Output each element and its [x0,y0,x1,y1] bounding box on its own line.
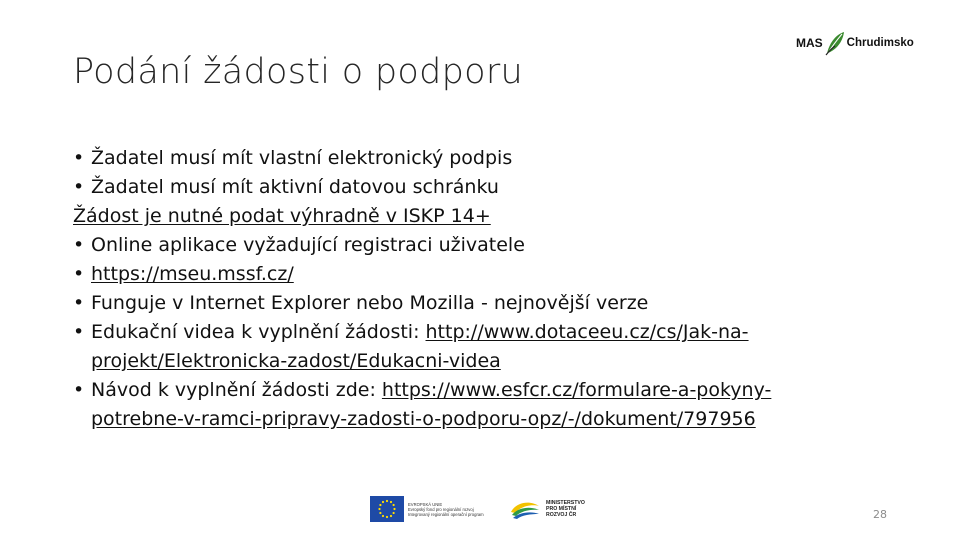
list-item-continuation [73,347,893,376]
esfcr-link-continued[interactable]: potrebne-v-ramci-pripravy-zadosti-o-podporu-opz/-/dokument/797956 [91,408,756,430]
list-item [73,318,893,347]
list-item [73,289,893,318]
mas-chrudimsko-logo [796,28,914,58]
list-item [73,376,893,405]
bullet-text: Návod k vyplnění žádosti zde: [91,379,382,401]
bullet-text: Žadatel musí mít aktivní datovou schránku [91,176,499,198]
logo-chrudimsko-text: Chrudimsko [846,37,914,49]
page-number: 28 [873,508,887,521]
bullet-text: Funguje v Internet Explorer nebo Mozilla - nejnovější verze [91,292,649,314]
esfcr-link[interactable]: https://www.esfcr.cz/formulare-a-pokyny- [381,379,772,401]
ministry-line: ROZVOJ ČR [546,512,577,518]
list-item [73,231,893,260]
bullet-text: Edukační videa k vyplnění žádosti: [91,321,426,343]
leaf-icon [824,30,846,56]
eu-flag-icon [370,496,404,522]
dotaceeu-link-continued[interactable]: projekt/Elektronicka-zadost/Edukacni-videa [91,350,501,372]
bullet-text: Online aplikace vyžadující registraci uživatele [91,234,525,256]
slide-body [73,144,893,434]
eu-line: Integrovaný regionální operační program [408,511,484,517]
iskp-note [73,202,893,231]
list-item [73,144,893,173]
eu-line: EVROPSKÁ UNIE [408,501,443,507]
ministry-line: PRO MÍSTNÍ [546,506,577,512]
eu-logo-text [408,502,494,517]
bullet-text: Žadatel musí mít vlastní elektronický podpis [91,147,513,169]
list-item [73,260,893,289]
list-item-continuation [73,405,893,434]
dotaceeu-link[interactable]: http://www.dotaceeu.cz/cs/Jak-na- [425,321,749,343]
slide-title: Podání žádosti o podporu [73,52,524,92]
footer-logos [370,494,585,524]
iskp-note-text: Žádost je nutné podat výhradně v ISKP 14+ [73,205,491,227]
ministry-line: MINISTERSTVO [546,500,585,506]
logo-mas-text: MAS [796,36,823,50]
mseu-link[interactable]: https://mseu.mssf.cz/ [91,263,294,285]
ministry-logo-text [546,500,585,518]
list-item [73,173,893,202]
eu-line: Evropský fond pro regionální rozvoj [408,506,474,512]
ministry-logo-icon [508,496,542,522]
